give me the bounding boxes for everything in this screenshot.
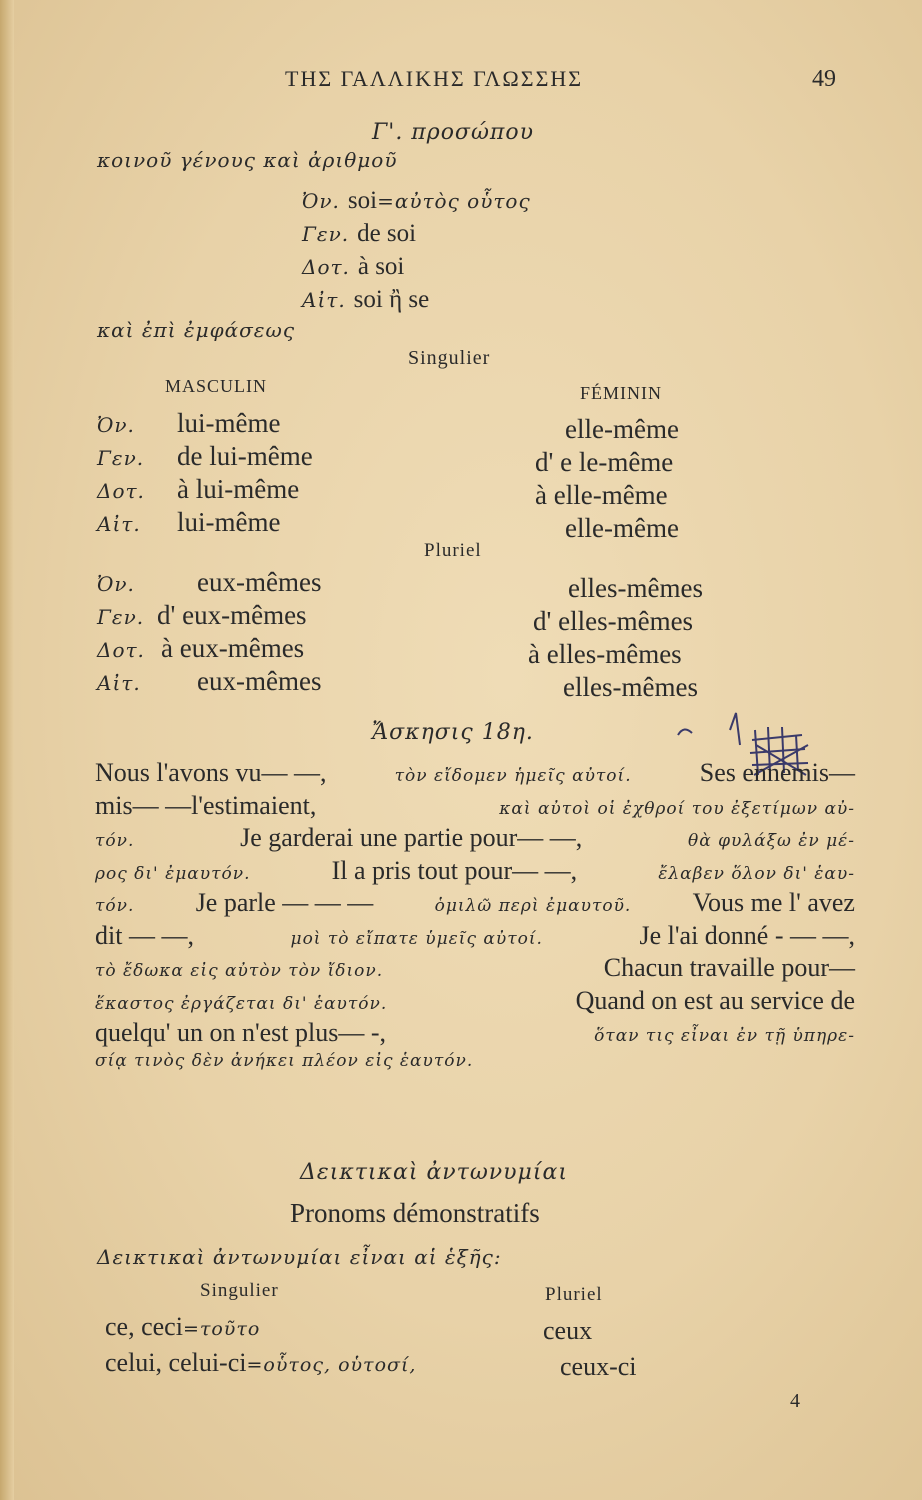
exercise-line (95, 1051, 855, 1071)
case-label: Αἰτ. (97, 671, 141, 695)
table-row (97, 474, 299, 505)
masc-form: lui-même (177, 408, 281, 438)
fem-form: elle-même (565, 414, 679, 444)
case-label: Αἰτ. (302, 288, 346, 312)
greek-translation: τόν. (95, 896, 135, 916)
french-sentence: Chacun travaille pour— (603, 953, 855, 982)
greek-translation: ἕκαστος ἐργάζεται δι' ἑαυτόν. (95, 993, 388, 1014)
table-row (97, 567, 321, 598)
case-label: Γεν. (97, 446, 145, 470)
exercise-line (95, 888, 855, 918)
case-row (302, 185, 531, 215)
case-gloss: =αὐτὸς οὗτος (377, 189, 531, 213)
masc-form: de lui-même (177, 441, 313, 471)
french-sentence: Ses ennemis— (699, 758, 855, 787)
masc-form: eux-mêmes (197, 666, 322, 696)
demonstratives-plural-label: Pluriel (545, 1284, 603, 1305)
page-binding-edge (0, 0, 14, 1500)
demonstratives-singular-label: Singulier (200, 1280, 279, 1301)
exercise-line (95, 823, 855, 853)
plural-label: Pluriel (424, 540, 482, 561)
case-form: de soi (357, 220, 417, 247)
case-label: Ὀν. (97, 413, 135, 437)
fem-form: d' elles-mêmes (533, 606, 694, 636)
case-row (302, 218, 416, 248)
demonstrative-singular: celui, celui-ci (105, 1348, 247, 1377)
french-sentence: Je garderai une partie pour— —, (240, 823, 583, 852)
case-form: soi (347, 187, 378, 214)
emphasis-note: καὶ ἐπὶ ἐμφάσεως (97, 318, 296, 342)
table-row (97, 408, 280, 439)
table-row (97, 600, 307, 631)
table-row (97, 666, 321, 697)
greek-translation: τόν. (95, 831, 135, 851)
demonstrative-gloss: =τοῦτο (182, 1318, 261, 1340)
fem-form: d' e le-même (535, 447, 674, 477)
feminine-label: FÉMININ (580, 383, 662, 403)
case-row (302, 251, 404, 281)
exercise-line (95, 986, 855, 1016)
table-row (97, 441, 313, 472)
masc-form: à lui-même (177, 474, 300, 504)
demonstratives-french-heading: Pronoms démonstratifs (290, 1198, 540, 1228)
case-form: soi ἢ se (353, 286, 430, 313)
demonstrative-singular: ce, ceci (105, 1312, 183, 1341)
greek-translation: ὁμιλῶ περὶ ἐμαυτοῦ. (434, 896, 632, 916)
exercise-line (95, 758, 855, 788)
demonstrative-plural: ceux-ci (560, 1352, 637, 1381)
demonstrative-plural: ceux (543, 1316, 593, 1345)
french-sentence: Je l'ai donné - — —, (639, 920, 855, 950)
case-label: Δοτ. (302, 255, 350, 279)
greek-translation: σίᾳ τινὸς δὲν ἀνήκει πλέον εἰς ἑαυτόν. (95, 1050, 474, 1071)
table-row (97, 507, 280, 538)
french-sentence: Je parle — — — (195, 888, 374, 917)
greek-translation: τὸν εἴδομεν ἡμεῖς αὐτοί. (394, 766, 632, 786)
case-label: Γεν. (97, 605, 145, 629)
signature-mark: 4 (790, 1390, 800, 1412)
exercise-line (95, 791, 855, 821)
case-label: Δοτ. (97, 638, 145, 662)
masc-form: à eux-mêmes (161, 633, 305, 663)
fem-form: à elles-mêmes (528, 639, 682, 669)
exercise-line (95, 1018, 855, 1048)
demonstrative-gloss: =οὗτος, οὑτοσί, (246, 1354, 417, 1376)
demonstratives-intro: Δεικτικαὶ ἀντωνυμίαι εἶναι αἱ ἑξῆς: (97, 1245, 502, 1269)
case-label: Δοτ. (97, 479, 145, 503)
exercise-line (95, 921, 855, 951)
masculine-label: MASCULIN (165, 376, 268, 396)
case-label: Ὀν. (97, 572, 135, 596)
demonstrative-row (105, 1348, 416, 1378)
greek-translation: τὸ ἔδωκα εἰς αὐτὸν τὸν ἴδιον. (95, 961, 384, 981)
masc-form: eux-mêmes (197, 567, 322, 597)
case-form: à soi (357, 253, 405, 280)
fem-form: à elle-même (535, 480, 668, 510)
case-label: Αἰτ. (97, 512, 141, 536)
exercise-line (95, 856, 855, 886)
french-sentence: Quand on est au service de (575, 985, 855, 1015)
fem-form: elle-même (565, 513, 679, 543)
fem-form: elles-mêmes (568, 573, 703, 603)
demonstrative-row (105, 1312, 260, 1342)
exercise-line (95, 953, 855, 983)
gender-note: κοινοῦ γένους καὶ ἀριθμοῦ (97, 148, 398, 172)
french-sentence: dit — —, (95, 920, 194, 950)
case-row (302, 284, 429, 314)
greek-translation: ρος δι' ἐμαυτόν. (95, 863, 251, 884)
french-sentence: Nous l'avons vu— —, (95, 758, 327, 787)
case-label: Ὀν. (302, 189, 340, 213)
exercise-title: Ἄσκησις 18η. (372, 720, 534, 745)
masc-form: d' eux-mêmes (157, 600, 307, 630)
case-label: Γεν. (302, 222, 350, 246)
fem-form: elles-mêmes (563, 672, 698, 702)
masc-form: lui-même (177, 507, 281, 537)
french-sentence: Il a pris tout pour— —, (331, 855, 578, 885)
french-sentence: mis— —l'estimaient, (95, 790, 317, 820)
french-sentence: quelqu' un on n'est plus— -, (95, 1018, 387, 1047)
greek-translation: ἔλαβεν ὅλον δι' ἑαυ- (658, 863, 855, 884)
running-header: ΤΗΣ ΓΑΛΛΙΚΗΣ ΓΛΩΣΣΗΣ (285, 66, 584, 91)
demonstratives-greek-heading: Δεικτικαὶ ἀντωνυμίαι (300, 1160, 568, 1185)
greek-translation: καὶ αὐτοὶ οἱ ἐχθροί του ἐξετίμων αὐ- (499, 798, 855, 819)
section-heading: Γ'. προσώπου (372, 120, 534, 145)
table-row (97, 633, 304, 664)
page-number: 49 (812, 66, 836, 92)
greek-translation: ὅταν τις εἶναι ἐν τῇ ὑπηρε- (594, 1026, 855, 1046)
french-sentence: Vous me l' avez (692, 888, 855, 917)
greek-translation: μοὶ τὸ εἴπατε ὑμεῖς αὐτοί. (290, 928, 543, 949)
singular-label: Singulier (408, 347, 491, 369)
greek-translation: θὰ φυλάξω ἐν μέ- (687, 831, 855, 851)
